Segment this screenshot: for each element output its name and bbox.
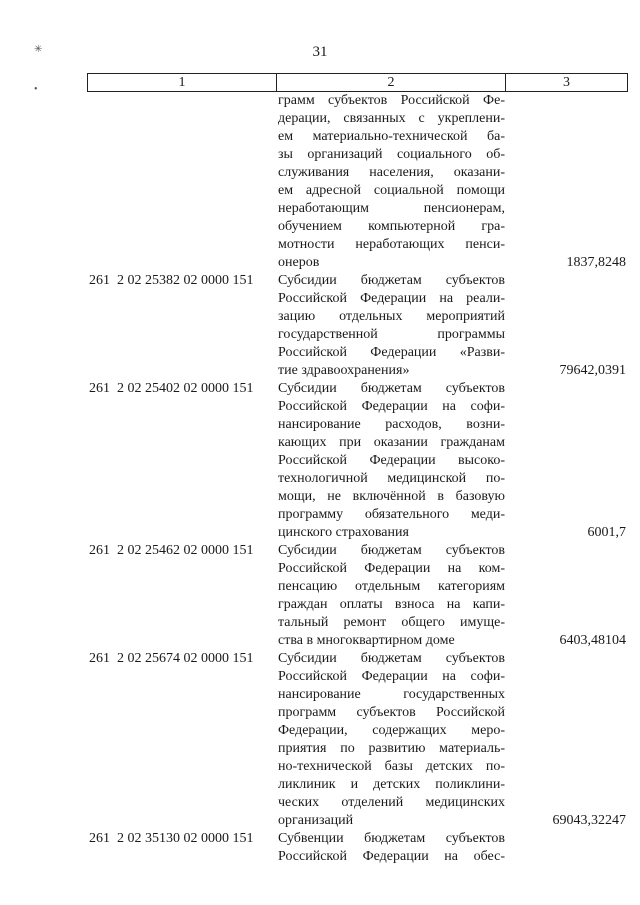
table-header	[87, 73, 628, 92]
budget-code: 261 2 02 25462 02 0000 151	[89, 543, 254, 558]
description-line: пенсацию отдельным категориям	[278, 579, 505, 594]
description-line: ликлиник и детских поликлини-	[278, 777, 505, 792]
description-line: ем адресной социальной помощи	[278, 183, 505, 198]
description-line: Российской Федерации на обес-	[278, 849, 505, 864]
description-line: цинского страхования	[278, 525, 409, 540]
budget-code: 261 2 02 35130 02 0000 151	[89, 831, 254, 846]
description-line: технологичной медицинской по-	[278, 471, 505, 486]
amount: 69043,32247	[552, 813, 626, 828]
description-line: приятия по развитию материаль-	[278, 741, 505, 756]
amount: 1837,8248	[566, 255, 626, 270]
scan-mark: •	[34, 84, 38, 95]
description	[276, 542, 505, 650]
description-line: тие здравоохранения»	[278, 363, 410, 378]
amount: 79642,0391	[559, 363, 626, 378]
description-line: государственной программы	[278, 327, 505, 342]
budget-code: 261 2 02 25382 02 0000 151	[89, 273, 254, 288]
description-line: Российской Федерации на ком-	[278, 561, 505, 576]
table-body	[87, 92, 628, 866]
description-line: Федерации, содержащих меро-	[278, 723, 505, 738]
table-row	[87, 380, 628, 542]
table-row	[87, 542, 628, 650]
description-line: Российской Федерации на реали-	[278, 291, 505, 306]
description-line: Субсидии бюджетам субъектов	[278, 381, 505, 396]
table-row	[87, 272, 628, 380]
description-line: граждан оплаты взноса на капи-	[278, 597, 505, 612]
page-number: 31	[312, 44, 328, 60]
header-col-3: 3	[563, 74, 570, 90]
description-line: мотности неработающих пенси-	[278, 237, 505, 252]
description-line: Субсидии бюджетам субъектов	[278, 543, 505, 558]
description-line: но-технической базы детских по-	[278, 759, 505, 774]
description-line: Российской Федерации «Разви-	[278, 345, 505, 360]
description-line: нансирование государственных	[278, 687, 505, 702]
table-row	[87, 830, 628, 866]
budget-code: 261 2 02 25402 02 0000 151	[89, 381, 254, 396]
description-line: программ субъектов Российской	[278, 705, 505, 720]
header-col-1: 1	[88, 74, 277, 91]
description-line: зы организаций социального об-	[278, 147, 505, 162]
description-line: Российской Федерации высоко-	[278, 453, 505, 468]
description	[276, 92, 505, 272]
description-line: нансирование расходов, возни-	[278, 417, 505, 432]
description-line: мощи, не включённой в базовую	[278, 489, 505, 504]
description-line: онеров	[278, 255, 320, 270]
description-line: обучением компьютерной гра-	[278, 219, 505, 234]
description	[276, 830, 505, 866]
scan-mark: ✳	[34, 44, 43, 55]
description-line: организаций	[278, 813, 354, 828]
description-line: Субсидии бюджетам субъектов	[278, 651, 505, 666]
description-line: кающих при оказании гражданам	[278, 435, 505, 450]
description-line: Российской Федерации на софи-	[278, 399, 505, 414]
header-col-2: 2	[277, 74, 506, 91]
description-line: неработающим пенсионерам,	[278, 201, 505, 216]
description-line: ческих отделений медицинских	[278, 795, 505, 810]
amount: 6001,7	[587, 525, 626, 540]
description	[276, 272, 505, 380]
description-line: грамм субъектов Российской Фе-	[278, 93, 505, 108]
description-line: ства в многоквартирном доме	[278, 633, 455, 648]
description-line: служивания населения, оказани-	[278, 165, 505, 180]
table-row	[87, 92, 628, 272]
description	[276, 650, 505, 830]
description-line: тальный ремонт общего имуще-	[278, 615, 505, 630]
table-row	[87, 650, 628, 830]
amount: 6403,48104	[559, 633, 626, 648]
description-line: ем материально-технической ба-	[278, 129, 505, 144]
budget-code: 261 2 02 25674 02 0000 151	[89, 651, 254, 666]
description-line: Субвенции бюджетам субъектов	[278, 831, 505, 846]
description-line: программу обязательного меди-	[278, 507, 505, 522]
description-line: дерации, связанных с укреплени-	[278, 111, 505, 126]
description	[276, 380, 505, 542]
description-line: Субсидии бюджетам субъектов	[278, 273, 505, 288]
description-line: Российской Федерации на софи-	[278, 669, 505, 684]
description-line: зацию отдельных мероприятий	[278, 309, 505, 324]
